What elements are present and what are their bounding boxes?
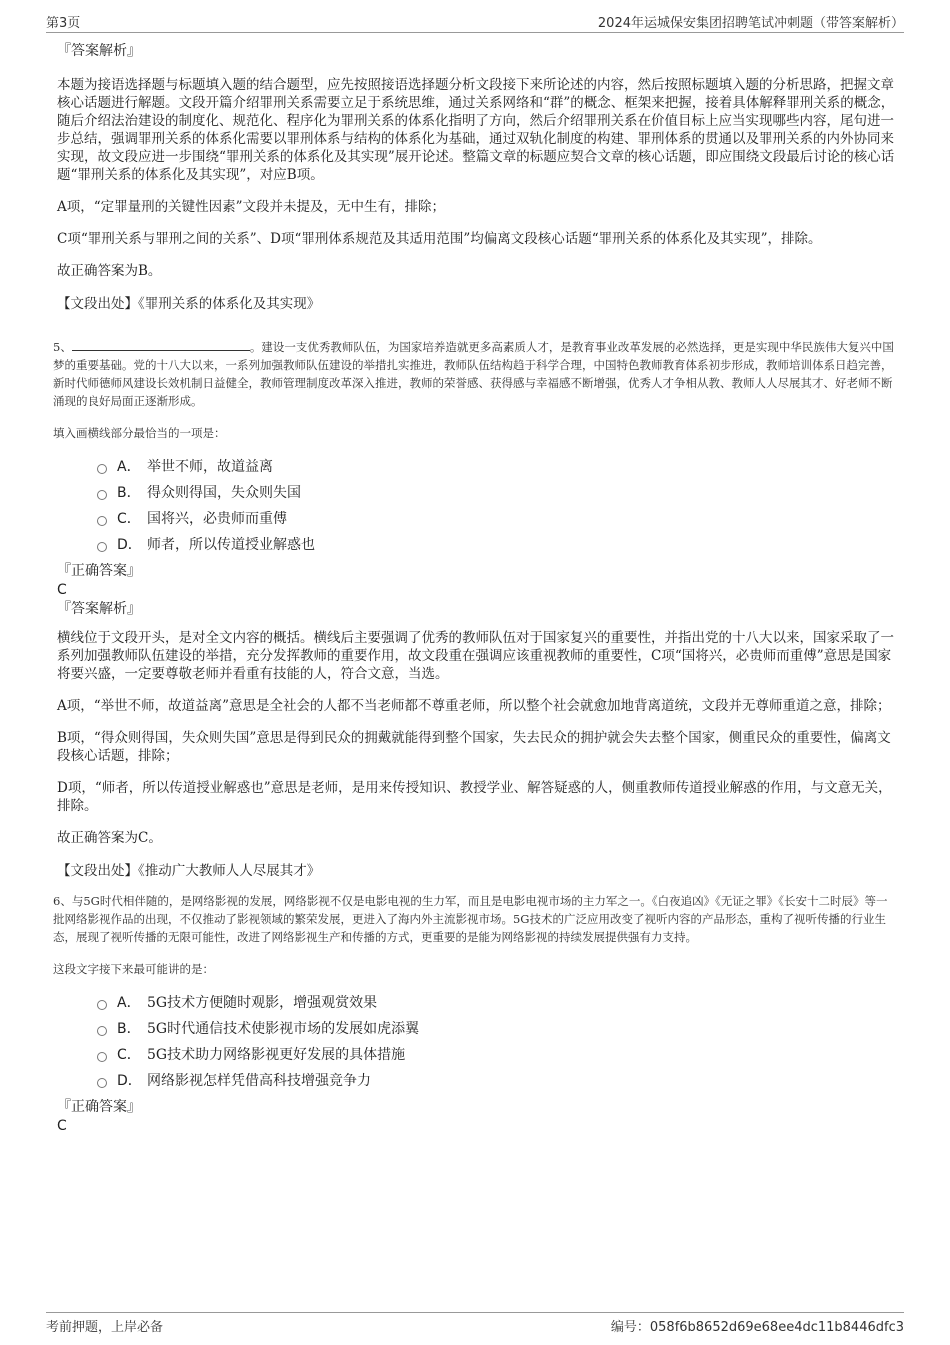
radio-icon[interactable] [97, 516, 107, 526]
q5-reason-a: A项，“举世不师，故道益离”意思是全社会的人都不当老师都不尊重老师，所以整个社会就愈加地背离道统，文段并无尊师重道之意，排除； [57, 698, 891, 714]
option-text: 网络影视怎样凭借高科技增强竞争力 [147, 1073, 371, 1089]
q5-options [57, 454, 897, 558]
option-key: B． [117, 1021, 141, 1037]
option-text: 5G技术方便随时观影，增强观赏效果 [147, 995, 378, 1011]
radio-icon[interactable] [97, 490, 107, 500]
option-text: 5G时代通信技术使影视市场的发展如虎添翼 [147, 1021, 420, 1037]
radio-icon[interactable] [97, 1026, 107, 1036]
q4-conclusion: 故正确答案为B。 [57, 263, 162, 279]
q5-source: 【文段出处】《推动广大教师人人尽展其才》 [57, 863, 321, 879]
radio-icon[interactable] [97, 464, 107, 474]
q5-conclusion: 故正确答案为C。 [57, 830, 162, 846]
q4-analysis-text: 本题为接语选择题与标题填入题的结合题型，应先按照接语选择题分析文段接下来所论述的内容，然后按照标题填入题的分析思路，把握文章核心话题进行解题。文段开篇介绍罪刑关系需要立足于系统思维，通过关系网络和“群”的概念、框架来把握，接着具体解释罪刑关系的概念，随后介绍法治建设的制度化、规范化、程序化为罪刑关系的体系化指明了方向，然后介绍罪刑关系在价值目标上应当实现哪些内容，尾句进一步总结，强调罪刑关系的体系化需要以罪刑体系与结构的体系化为基础，通过双轨化制度的构建、罪刑体系的贯通以及罪刑关系的内外协同来实现，故文段应进一步围绕“罪刑关系的体系化及其实现”展开论述。整篇文章的标题应契合文章的核心话题，即应围绕文段最后讨论的核心话题“罪刑关系的体系化及其实现”，对应B项。 [57, 77, 895, 183]
q5-stem-text: 。建设一支优秀教师队伍，为国家培养造就更多高素质人才，是教育事业改革发展的必然选择，更是实现中华民族伟大复兴中国梦的重要基础。党的十八大以来，一系列加强教师队伍建设的举措扎实推进，教师队伍结构趋于科学合理，中国特色教师教育体系初步形成，教师培训体系日趋完善，新时代师德师风建设长效机制日益健全，教师管理制度改革深入推进，教师的荣誉感、获得感与幸福感不断增强，优秀人才争相从教、教师人人尽展其才、好老师不断涌现的良好局面正逐渐形成。 [53, 340, 894, 408]
q4-reason-cd: C项“罪刑关系与罪刑之间的关系”、D项“罪刑体系规范及其适用范围”均偏离文段核心话题“罪刑关系的体系化及其实现”，排除。 [57, 231, 822, 247]
q6-answer: C [57, 1118, 67, 1134]
option-text: 举世不师，故道益离 [147, 459, 273, 475]
page-footer [46, 1312, 904, 1333]
q5-fill-blank [72, 338, 250, 351]
q6-option-a[interactable] [97, 990, 897, 1016]
document-code: 编号：058f6b8652d69e68ee4dc11b8446dfc3 [610, 1320, 904, 1335]
radio-icon[interactable] [97, 1052, 107, 1062]
q4-reason-a: A项，“定罪量刑的关键性因素”文段并未提及，无中生有，排除； [57, 199, 446, 215]
option-key: C． [117, 511, 141, 527]
page-content [53, 42, 897, 1136]
option-key: B． [117, 485, 141, 501]
page-header [46, 12, 904, 33]
option-key: D． [117, 537, 142, 553]
q5-reason-d: D项，“师者，所以传道授业解惑也”意思是老师，是用来传授知识、教授学业、解答疑惑的人，侧重教师传道授业解惑的作用，与文意无关，排除。 [57, 780, 892, 814]
document-title: 2024年运城保安集团招聘笔试冲刺题（带答案解析） [597, 16, 904, 31]
page-number: 第3页 [46, 16, 81, 31]
q6-option-b[interactable] [97, 1016, 897, 1042]
q6-answer-label: 『正确答案』 [57, 1099, 141, 1115]
q5-reason-b: B项，“得众则得国，失众则失国”意思是得到民众的拥戴就能得到整个国家，失去民众的拥护就会失去整个国家，侧重民众的重要性，偏离文段核心话题，排除； [57, 730, 891, 764]
q5-option-d[interactable] [97, 532, 897, 558]
radio-icon[interactable] [97, 542, 107, 552]
footer-slogan: 考前押题，上岸必备 [46, 1320, 164, 1335]
q5-analysis-text: 横线位于文段开头，是对全文内容的概括。横线后主要强调了优秀的教师队伍对于国家复兴的重要性，并指出党的十八大以来，国家采取了一系列加强教师队伍建设的举措，充分发挥教师的重要作用，故文段重在强调应该重视教师的重要性，C项“国将兴，必贵师而重傅”意思是国家将要兴盛，一定要尊敬老师并看重有技能的人，符合文意，当选。 [57, 630, 894, 682]
q5-analysis-label: 『答案解析』 [57, 601, 141, 617]
q5-option-c[interactable] [97, 506, 897, 532]
option-key: A． [117, 459, 141, 475]
q4-source: 【文段出处】《罪刑关系的体系化及其实现》 [57, 296, 321, 312]
q6-options [57, 990, 897, 1094]
q6-option-d[interactable] [97, 1068, 897, 1094]
option-key: D． [117, 1073, 142, 1089]
q5-option-a[interactable] [97, 454, 897, 480]
q5-answer: C [57, 582, 67, 598]
radio-icon[interactable] [97, 1078, 107, 1088]
q5-number: 5、 [53, 340, 72, 354]
option-key: C． [117, 1047, 141, 1063]
option-text: 得众则得国，失众则失国 [147, 485, 301, 501]
q4-analysis-label: 『答案解析』 [57, 43, 141, 59]
option-text: 国将兴，必贵师而重傅 [147, 511, 287, 527]
option-key: A． [117, 995, 141, 1011]
q5-answer-label: 『正确答案』 [57, 563, 141, 579]
option-text: 师者，所以传道授业解惑也 [147, 537, 315, 553]
q6-option-c[interactable] [97, 1042, 897, 1068]
option-text: 5G技术助力网络影视更好发展的具体措施 [147, 1047, 406, 1063]
radio-icon[interactable] [97, 1000, 107, 1010]
q5-option-b[interactable] [97, 480, 897, 506]
q5-stem [53, 338, 897, 410]
q6-prompt: 这段文字接下来最可能讲的是： [53, 962, 214, 976]
q5-prompt: 填入画横线部分最恰当的一项是： [53, 426, 226, 440]
q6-stem: 6、与5G时代相伴随的，是网络影视的发展，网络影视不仅是电影电视的生力军，而且是电影电视市场的主力军之一。《白夜追凶》《无证之罪》《长安十二时辰》等一批网络影视作品的出现，不仅推动了影视领域的繁荣发展，更进入了海内外主流影视市场。5G技术的广泛应用改变了视听内容的产品形态，重构了视听传播的行业生态，展现了视听传播的无限可能性，改进了网络影视生产和传播的方式，更重要的是能为网络影视的持续发展提供强有力支持。 [53, 894, 888, 944]
